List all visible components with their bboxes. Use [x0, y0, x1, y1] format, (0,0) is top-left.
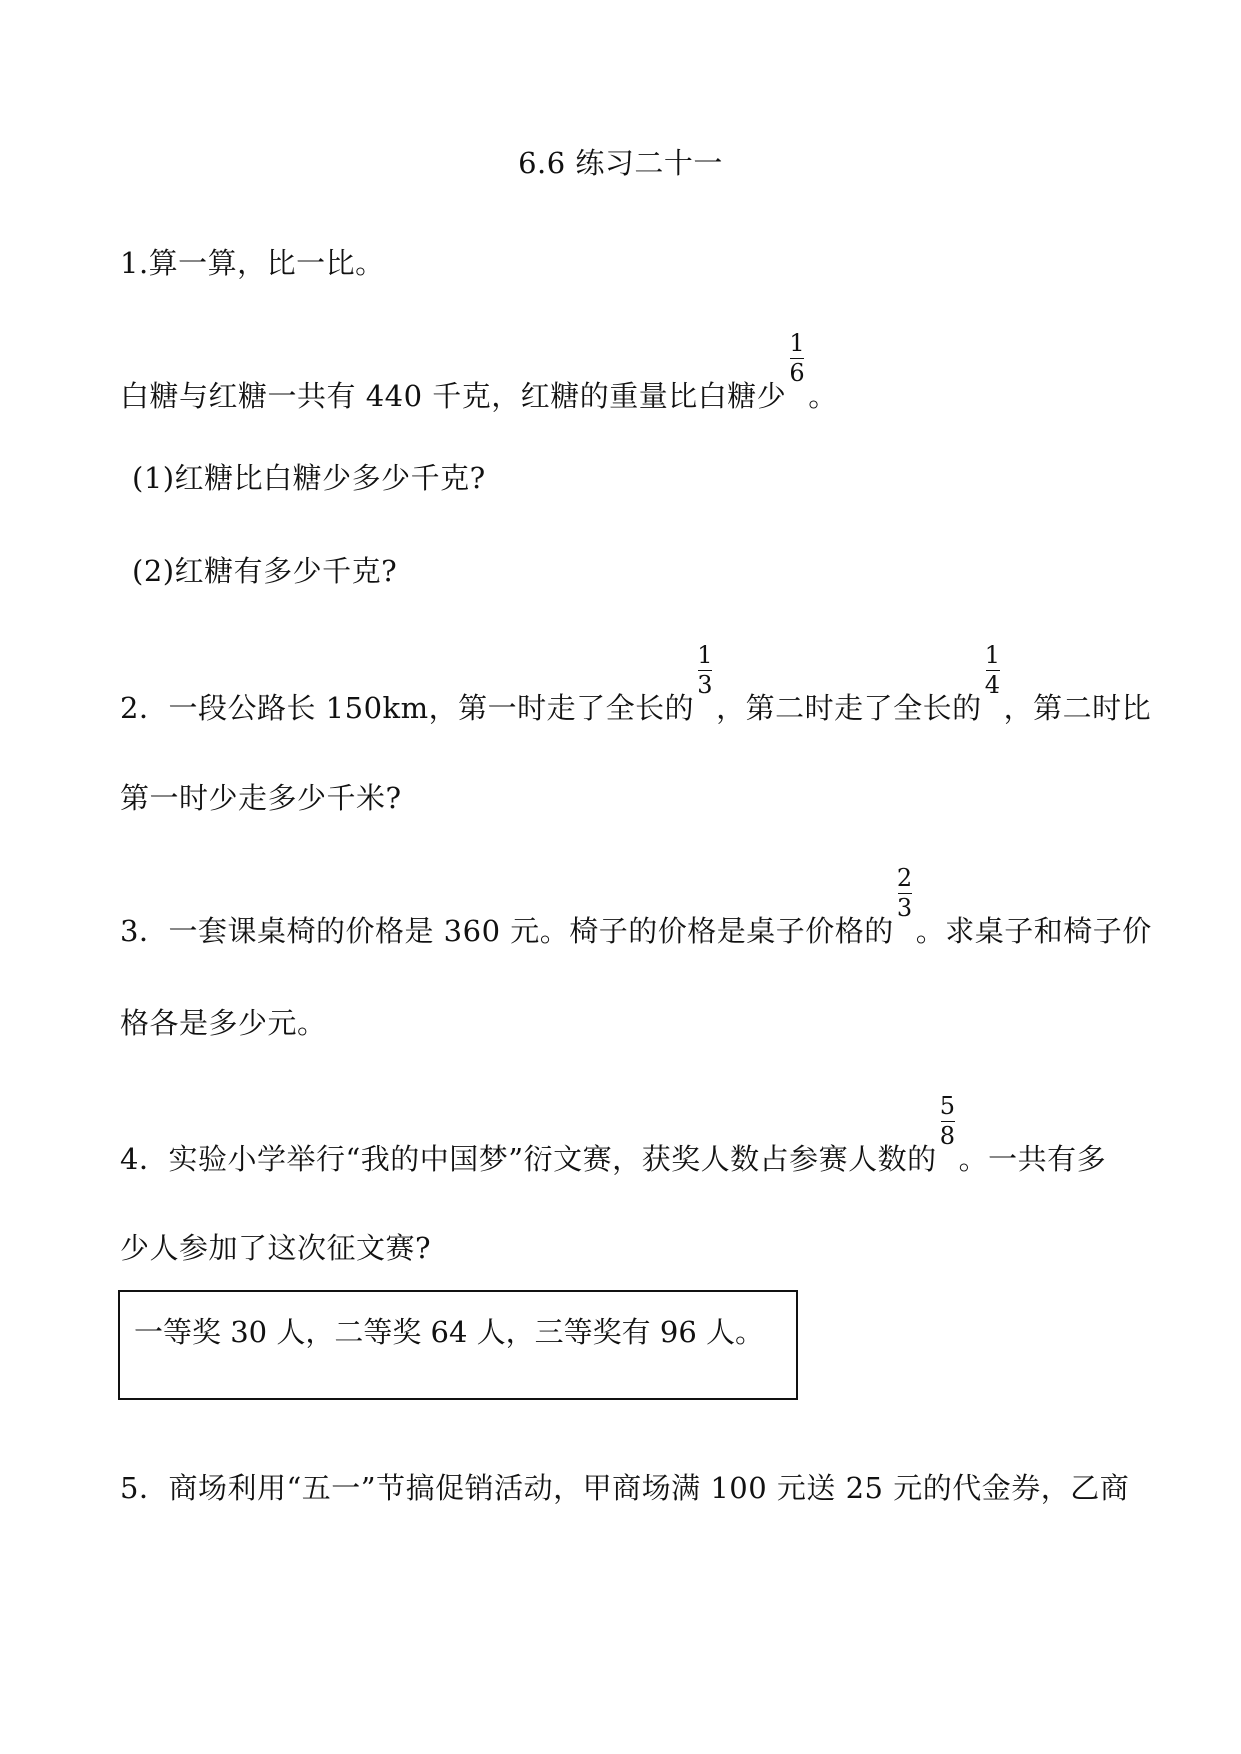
section2-text-a: 2．一段公路长 150km，第一时走了全长的	[120, 691, 695, 725]
fraction-one-third	[694, 641, 716, 718]
fraction-one-sixth	[786, 329, 808, 406]
section2-line-1	[120, 641, 1152, 726]
fraction-denominator: 3	[697, 671, 713, 699]
section2-text-c: ，第二时比	[1003, 691, 1152, 725]
section1-stem-end: 。	[808, 379, 838, 413]
section1-heading: 1.算一算，比一比。	[120, 246, 385, 280]
fraction-five-eighths	[937, 1092, 959, 1169]
section4-line-2: 少人参加了这次征文赛?	[120, 1231, 432, 1265]
fraction-numerator: 1	[697, 641, 713, 669]
fraction-numerator: 5	[939, 1092, 956, 1120]
section4-text-a: 4．实验小学举行“我的中国梦”衍文赛，获奖人数占参赛人数的	[120, 1142, 937, 1176]
section2-line-2: 第一时少走多少千米?	[120, 781, 402, 815]
fraction-numerator: 2	[896, 864, 913, 892]
fraction-numerator: 1	[984, 641, 1001, 669]
section1-stem	[120, 329, 838, 414]
section1-stem-text: 白糖与红糖一共有 440 千克，红糖的重量比白糖少	[120, 379, 787, 413]
award-info-text: 一等奖 30 人，二等奖 64 人，三等奖有 96 人。	[134, 1315, 765, 1349]
fraction-denominator: 6	[789, 359, 806, 387]
fraction-denominator: 3	[896, 894, 913, 922]
section4-line-1	[120, 1092, 1107, 1177]
section1-question-2: (2)红糖有多少千克?	[132, 554, 398, 588]
section3-text-a: 3．一套课桌椅的价格是 360 元。椅子的价格是桌子价格的	[120, 914, 894, 948]
fraction-two-thirds	[894, 864, 916, 941]
section4-text-b: 。一共有多	[958, 1142, 1107, 1176]
page-title: 6.6 练习二十一	[518, 146, 723, 180]
fraction-one-quarter	[982, 641, 1004, 718]
section3-text-b: 。求桌子和椅子价	[915, 914, 1152, 948]
fraction-denominator: 8	[939, 1122, 956, 1150]
section2-text-b: ，第二时走了全长的	[716, 691, 982, 725]
fraction-denominator: 4	[984, 671, 1001, 699]
section5-line-1: 5．商场利用“五一”节搞促销活动，甲商场满 100 元送 25 元的代金券，乙商	[120, 1471, 1130, 1505]
section1-question-1: (1)红糖比白糖少多少千克?	[132, 461, 486, 495]
award-info-box	[118, 1290, 798, 1400]
section3-line-2: 格各是多少元。	[120, 1006, 327, 1040]
fraction-numerator: 1	[789, 329, 806, 357]
section3-line-1	[120, 864, 1152, 949]
